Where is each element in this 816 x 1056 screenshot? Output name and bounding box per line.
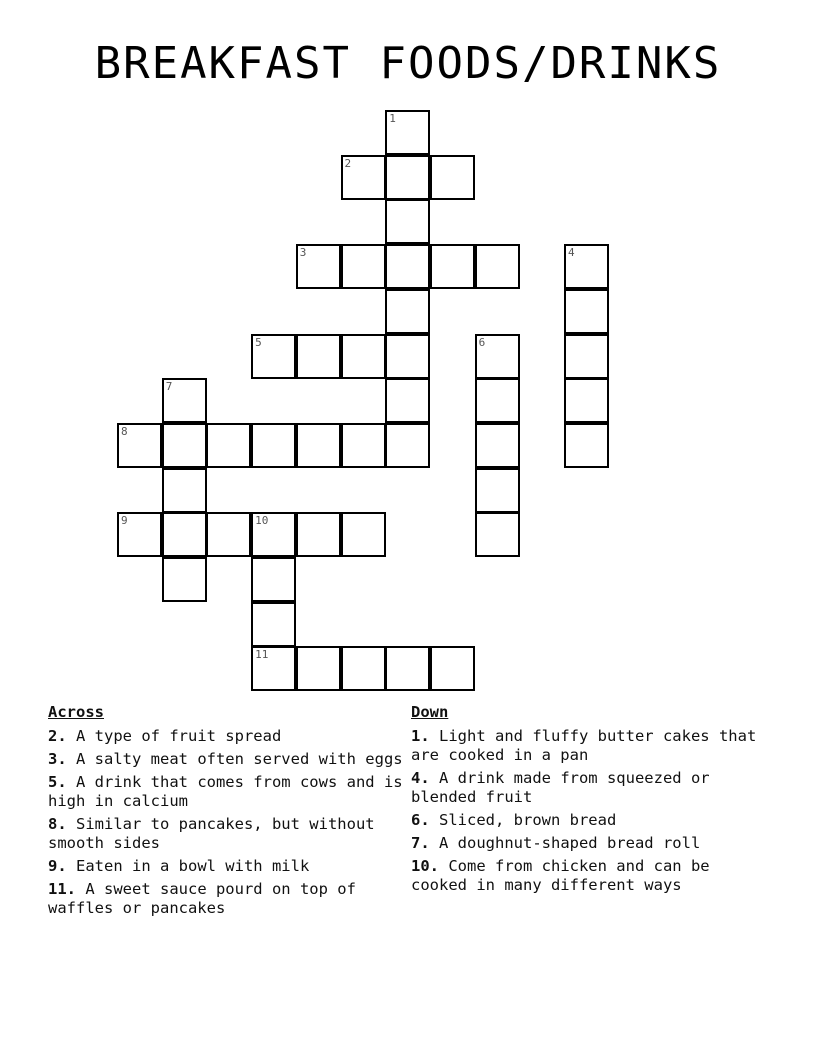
grid-cell[interactable] [251,646,296,691]
grid-cell[interactable] [296,334,341,379]
cell-number: 3 [299,246,307,260]
grid-cell[interactable] [341,512,386,557]
down-clue-1 [411,727,771,765]
grid-cell[interactable] [117,423,162,468]
clue-text: A salty meat often served with eggs [66,750,403,768]
grid-cell[interactable] [385,423,430,468]
clue-number: 9. [48,857,67,875]
grid-cell[interactable] [251,602,296,647]
grid-cell[interactable] [385,646,430,691]
grid-cell[interactable] [251,557,296,602]
down-clue-4 [411,769,771,807]
grid-cell[interactable] [296,646,341,691]
clue-number: 3. [48,750,67,768]
grid-cell[interactable] [162,468,207,513]
grid-cell[interactable] [341,423,386,468]
down-clue-7 [411,834,771,853]
grid-cell[interactable] [564,244,609,289]
grid-cell[interactable] [564,334,609,379]
cell-number: 2 [344,156,352,170]
grid-cell[interactable] [385,334,430,379]
clue-text: Come from chicken and can be cooked in many different ways [411,857,710,894]
clue-number: 8. [48,815,67,833]
down-heading: Down [411,703,449,721]
grid-cell[interactable] [341,334,386,379]
grid-cell[interactable] [296,512,341,557]
grid-cell[interactable] [475,334,520,379]
grid-cell[interactable] [251,334,296,379]
grid-cell[interactable] [430,244,475,289]
grid-cell[interactable] [430,646,475,691]
cell-number: 1 [389,112,396,125]
grid-cell[interactable] [341,155,386,200]
across-clue-8 [48,815,410,853]
grid-cell[interactable] [162,512,207,557]
grid-cell[interactable] [564,378,609,423]
across-clue-5 [48,773,410,811]
clue-number: 1. [411,727,430,745]
clue-number: 10. [411,857,439,875]
cell-number: 9 [121,514,128,528]
across-heading: Across [48,703,104,721]
grid-cell[interactable] [385,378,430,423]
cell-number: 4 [568,246,575,260]
grid-cell[interactable] [162,378,207,423]
down-clue-10 [411,857,771,895]
grid-cell[interactable] [564,289,609,334]
clue-number: 7. [411,834,430,852]
clue-text: A type of fruit spread [66,727,282,745]
cell-number: 10 [255,514,269,528]
cell-number: 8 [121,424,128,438]
down-clues [411,703,771,899]
grid-cell[interactable] [385,155,430,200]
cell-number: 6 [478,335,486,349]
clue-number: 11. [48,880,76,898]
across-clue-9 [48,857,410,876]
grid-cell[interactable] [117,512,162,557]
cell-number: 5 [255,335,262,349]
grid-cell[interactable] [341,244,386,289]
across-clue-3 [48,750,410,769]
grid-cell[interactable] [430,155,475,200]
grid-cell[interactable] [475,423,520,468]
clue-number: 5. [48,773,67,791]
clue-text: Eaten in a bowl with milk [66,857,310,875]
grid-cell[interactable] [162,557,207,602]
across-clue-11 [48,880,410,918]
page-title: BREAKFAST FOODS/DRINKS [94,38,722,89]
grid-cell[interactable] [206,423,251,468]
clue-number: 4. [411,769,430,787]
grid-cell[interactable] [475,512,520,557]
grid-cell[interactable] [475,244,520,289]
clue-text: Light and fluffy butter cakes that are cooked in a pan [411,727,757,764]
grid-cell[interactable] [475,378,520,423]
grid-cell[interactable] [296,423,341,468]
clue-text: A drink that comes from cows and is high in calcium [48,773,403,810]
down-clue-6 [411,811,771,830]
grid-cell[interactable] [385,199,430,244]
across-clues [48,703,410,922]
grid-cell[interactable] [475,468,520,513]
grid-cell[interactable] [385,289,430,334]
grid-cell[interactable] [162,423,207,468]
clue-text: A drink made from squeezed or blended fruit [411,769,710,806]
grid-cell[interactable] [385,244,430,289]
clue-text: A doughnut-shaped bread roll [429,834,701,852]
grid-cell[interactable] [385,110,430,155]
grid-cell[interactable] [564,423,609,468]
grid-cell[interactable] [251,512,296,557]
cell-number: 7 [165,380,173,394]
grid-cell[interactable] [251,423,296,468]
clue-number: 2. [48,727,67,745]
grid-cell[interactable] [206,512,251,557]
clue-text: Sliced, brown bread [429,811,617,829]
clue-text: Similar to pancakes, but without smooth sides [48,815,375,852]
grid-cell[interactable] [296,244,341,289]
grid-cell[interactable] [341,646,386,691]
clue-number: 6. [411,811,430,829]
clue-text: A sweet sauce pourd on top of waffles or pancakes [48,880,356,917]
across-clue-2 [48,727,410,746]
cell-number: 11 [255,648,269,662]
